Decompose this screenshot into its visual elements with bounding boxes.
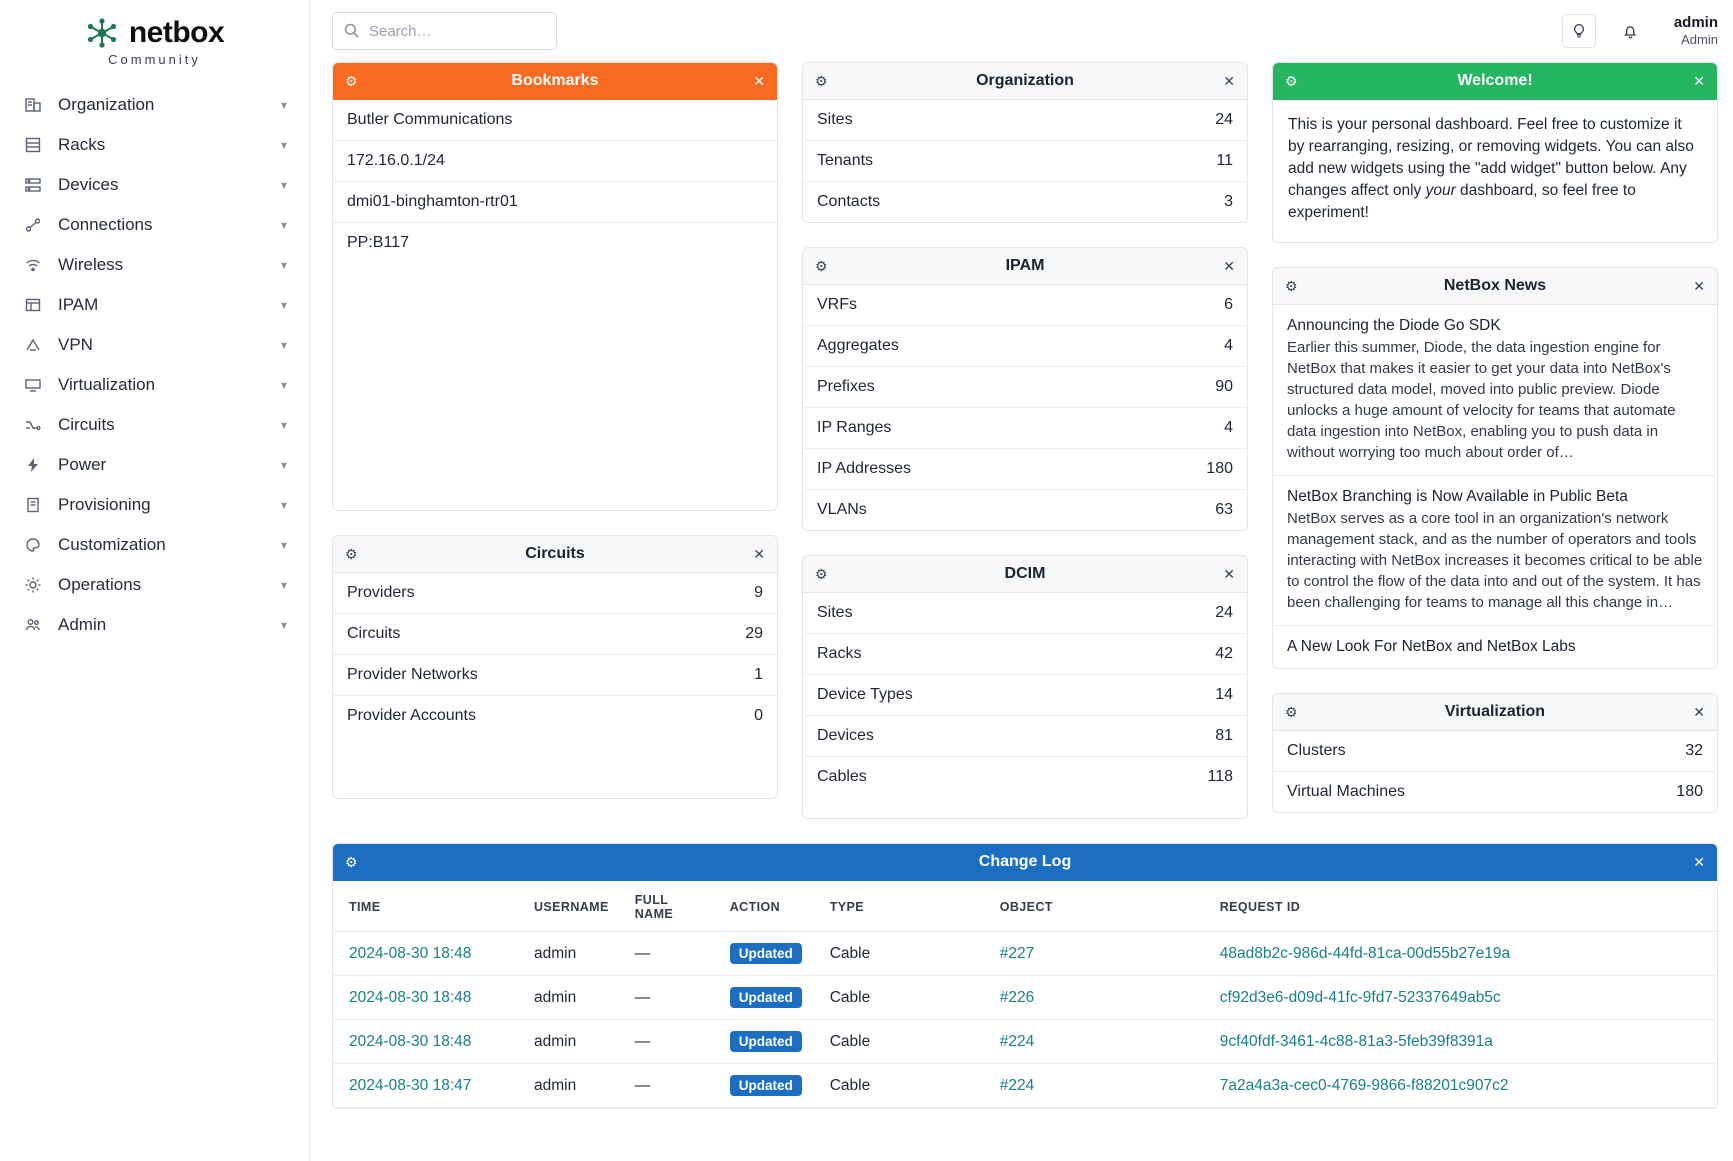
widget-header (1273, 694, 1717, 731)
stat-value: 81 (1215, 727, 1233, 744)
stat-value: 24 (1215, 111, 1233, 128)
list-item[interactable] (803, 490, 1247, 530)
widget-circuits (332, 535, 778, 799)
server-icon (22, 174, 44, 196)
sidebar-item-customization[interactable] (0, 525, 309, 565)
stat-label: Device Types (817, 686, 913, 703)
sidebar-item-operations[interactable] (0, 565, 309, 605)
stat-value: 32 (1685, 742, 1703, 759)
stat-value: 90 (1215, 378, 1233, 395)
changelog-type: Cable (814, 1020, 984, 1064)
stat-value: 42 (1215, 645, 1233, 662)
welcome-text-part2: dashboard, so feel free to experiment! (1288, 182, 1636, 221)
theme-toggle-button[interactable] (1562, 14, 1596, 48)
bookmark-label: Butler Communications (347, 111, 513, 128)
sidebar-item-label: Provisioning (58, 495, 151, 514)
chevron-down-icon: ▾ (280, 618, 287, 632)
changelog-fullname: — (619, 1064, 714, 1108)
dashboard-column-middle (802, 62, 1248, 819)
power-icon (22, 454, 44, 476)
table-header-row (333, 881, 1717, 932)
sidebar (0, 0, 310, 1161)
document-icon (22, 494, 44, 516)
changelog-object-link[interactable]: #224 (999, 1032, 1035, 1050)
list-item[interactable] (333, 614, 777, 655)
stat-label: Sites (817, 604, 853, 621)
list-item[interactable] (803, 141, 1247, 182)
widget-netbox-news (1272, 267, 1718, 669)
changelog-request-id-link[interactable]: 48ad8b2c-986d-44fd-81ca-00d55b27e19a (1219, 944, 1511, 962)
gear-icon[interactable]: ⚙ (345, 545, 358, 562)
widget-header (333, 536, 777, 573)
changelog-request-id-link[interactable]: 7a2a4a3a-cec0-4769-9866-f88201c907c2 (1219, 1076, 1509, 1094)
widget-organization (802, 62, 1248, 223)
widget-title: Welcome! (1457, 72, 1533, 89)
stat-value: 14 (1215, 686, 1233, 703)
dashboard (310, 62, 1733, 1161)
widget-body (1273, 100, 1717, 242)
bookmark-label: PP:B117 (347, 234, 409, 251)
welcome-emphasis: your (1425, 182, 1456, 199)
column-header-time[interactable]: TIME (333, 881, 518, 932)
user-role: Admin (1681, 32, 1718, 48)
changelog-object-link[interactable]: #224 (999, 1076, 1035, 1094)
changelog-type: Cable (814, 976, 984, 1020)
change-log-table (333, 881, 1717, 1108)
sidebar-item-virtualization[interactable] (0, 365, 309, 405)
stat-label: Prefixes (817, 378, 875, 395)
widget-body (333, 881, 1717, 1108)
sidebar-item-power[interactable] (0, 445, 309, 485)
sidebar-item-circuits[interactable] (0, 405, 309, 445)
list-item[interactable] (803, 675, 1247, 716)
widget-body (1273, 731, 1717, 812)
gear-icon[interactable]: ⚙ (815, 565, 828, 582)
bookmark-label: dmi01-binghamton-rtr01 (347, 193, 518, 210)
close-icon[interactable]: ✕ (753, 72, 765, 89)
bookmark-label: 172.16.0.1/24 (347, 152, 445, 169)
status-badge: Updated (730, 1031, 802, 1052)
changelog-type: Cable (814, 932, 984, 976)
widget-header (333, 844, 1717, 881)
gear-icon[interactable]: ⚙ (345, 72, 358, 89)
list-item[interactable] (333, 100, 777, 141)
close-icon[interactable]: ✕ (1693, 277, 1705, 294)
close-icon[interactable]: ✕ (1223, 565, 1235, 582)
sidebar-item-racks[interactable] (0, 125, 309, 165)
sidebar-item-label: Customization (58, 535, 166, 554)
close-icon[interactable]: ✕ (753, 545, 765, 562)
widget-header (1273, 63, 1717, 100)
widget-header (333, 63, 777, 100)
column-header-action[interactable]: ACTION (714, 881, 814, 932)
stat-label: Provider Networks (347, 666, 478, 683)
topbar (310, 0, 1733, 62)
chevron-down-icon: ▾ (280, 338, 287, 352)
list-item[interactable] (803, 408, 1247, 449)
list-item[interactable] (803, 757, 1247, 797)
stat-label: IP Addresses (817, 460, 911, 477)
table-row (333, 1020, 1717, 1064)
column-header-fullname[interactable]: FULL NAME (619, 881, 714, 932)
sidebar-item-label: Organization (58, 95, 155, 114)
stat-label: IP Ranges (817, 419, 892, 436)
widget-title: Bookmarks (511, 72, 599, 89)
widget-dcim (802, 555, 1248, 819)
chevron-down-icon: ▾ (280, 98, 287, 112)
dashboard-grid (332, 62, 1718, 819)
stat-value: 9 (754, 584, 763, 601)
search-input[interactable] (332, 12, 557, 50)
widget-header (803, 248, 1247, 285)
sidebar-item-vpn[interactable] (0, 325, 309, 365)
stat-value: 180 (1206, 460, 1233, 477)
news-summary: Earlier this summer, Diode, the data ingestion engine for NetBox that makes it easier to get your data into NetBox's structured data model, moved into public preview. Diode unlocks a huge amount of velocity for teams that automate data ingestion into NetBox, enabling you to push data in without worrying too much about order of… (1287, 339, 1676, 461)
chevron-down-icon: ▾ (280, 138, 287, 152)
stat-value: 180 (1676, 783, 1703, 800)
connection-icon (22, 214, 44, 236)
table-row (333, 932, 1717, 976)
changelog-time-link[interactable]: 2024-08-30 18:48 (349, 1032, 472, 1050)
gear-icon[interactable]: ⚙ (1285, 72, 1298, 89)
stat-value: 3 (1224, 193, 1233, 210)
widget-title: DCIM (1004, 565, 1046, 582)
chevron-down-icon: ▾ (280, 578, 287, 592)
stat-label: Racks (817, 645, 862, 662)
sidebar-item-label: VPN (58, 335, 93, 354)
list-item[interactable] (803, 100, 1247, 141)
stat-label: VRFs (817, 296, 857, 313)
chevron-down-icon: ▾ (280, 458, 287, 472)
list-item[interactable] (333, 223, 777, 263)
chevron-down-icon: ▾ (280, 218, 287, 232)
stat-label: Provider Accounts (347, 707, 476, 724)
widget-title: Change Log (978, 853, 1072, 870)
column-header-object[interactable]: OBJECT (984, 881, 1204, 932)
stat-value: 24 (1215, 604, 1233, 621)
news-title: NetBox Branching is Now Available in Public Beta (1287, 488, 1628, 505)
changelog-request-id-link[interactable]: cf92d3e6-d09d-41fc-9fd7-52337649ab5c (1219, 988, 1501, 1006)
list-item[interactable] (333, 655, 777, 696)
changelog-object-link[interactable]: #227 (999, 944, 1035, 962)
list-item[interactable] (1273, 626, 1717, 668)
widget-ipam (802, 247, 1248, 531)
user-name: admin (1673, 13, 1718, 31)
widget-body (333, 573, 777, 798)
list-item[interactable] (803, 367, 1247, 408)
netbox-logo-icon (85, 16, 119, 50)
brand-name: netbox (128, 16, 225, 49)
sidebar-item-label: Racks (58, 135, 106, 154)
widget-body (803, 285, 1247, 530)
list-item[interactable] (1273, 772, 1717, 812)
search-container (332, 12, 557, 50)
stat-value: 4 (1224, 337, 1233, 354)
stat-value: 6 (1224, 296, 1233, 313)
list-item[interactable] (803, 449, 1247, 490)
widget-body (803, 100, 1247, 222)
list-item[interactable] (1273, 731, 1717, 772)
chevron-down-icon: ▾ (280, 378, 287, 392)
widget-bookmarks (332, 62, 778, 511)
close-icon[interactable]: ✕ (1223, 257, 1235, 274)
monitor-icon (22, 374, 44, 396)
widget-title: Organization (976, 72, 1074, 89)
column-header-username[interactable]: USERNAME (518, 881, 619, 932)
user-menu[interactable] (1674, 14, 1718, 49)
chevron-down-icon: ▾ (280, 178, 287, 192)
chevron-down-icon: ▾ (280, 498, 287, 512)
sidebar-item-label: Circuits (58, 415, 115, 434)
gear-icon[interactable]: ⚙ (815, 257, 828, 274)
stat-value: 4 (1224, 419, 1233, 436)
widget-welcome (1272, 62, 1718, 243)
welcome-text-part1: This is your personal dashboard. Feel free to customize it by rearranging, resizing, or removing widgets. You can also add new widgets using the "add widget" button below. Any changes affect only (1288, 116, 1694, 199)
gear-icon[interactable]: ⚙ (815, 72, 828, 89)
stat-value: 118 (1207, 768, 1233, 785)
close-icon[interactable]: ✕ (1223, 72, 1235, 89)
changelog-time-link[interactable]: 2024-08-30 18:47 (349, 1076, 472, 1094)
list-item[interactable] (803, 182, 1247, 222)
search-icon (343, 22, 360, 44)
column-header-request-id[interactable]: REQUEST ID (1204, 881, 1717, 932)
close-icon[interactable]: ✕ (1693, 703, 1705, 720)
stat-label: Contacts (817, 193, 881, 210)
sidebar-item-label: Operations (58, 575, 142, 594)
stat-value: 63 (1215, 501, 1233, 518)
chevron-down-icon: ▾ (280, 538, 287, 552)
widget-title: Virtualization (1444, 703, 1546, 720)
changelog-object-link[interactable]: #226 (999, 988, 1035, 1006)
news-summary: NetBox serves as a core tool in an organization's network management stack, and as the number of operators and tools interacting with NetBox increases it becomes critical to be able to control the flow of the data into and out of the system. It has been challenging for teams to manage all this change in… (1287, 510, 1703, 611)
sidebar-item-admin[interactable] (0, 605, 309, 645)
notifications-icon[interactable] (1616, 16, 1646, 46)
sidebar-item-ipam[interactable] (0, 285, 309, 325)
ip-icon (22, 294, 44, 316)
changelog-time-link[interactable]: 2024-08-30 18:48 (349, 988, 472, 1006)
stat-label: Clusters (1287, 742, 1346, 759)
status-badge: Updated (730, 1075, 802, 1096)
cog-icon (22, 574, 44, 596)
widget-title: NetBox News (1443, 277, 1547, 294)
list-item[interactable] (1273, 305, 1717, 476)
widget-change-log (332, 843, 1718, 1109)
gear-icon[interactable]: ⚙ (1285, 703, 1298, 720)
sidebar-item-devices[interactable] (0, 165, 309, 205)
chevron-down-icon: ▾ (280, 298, 287, 312)
brand[interactable] (0, 4, 309, 85)
list-item[interactable] (333, 141, 777, 182)
sidebar-item-organization[interactable] (0, 85, 309, 125)
gear-icon[interactable]: ⚙ (345, 853, 358, 870)
widget-header (803, 63, 1247, 100)
news-title: A New Look For NetBox and NetBox Labs (1287, 638, 1576, 655)
list-item[interactable] (803, 716, 1247, 757)
table-row (333, 976, 1717, 1020)
status-badge: Updated (730, 987, 802, 1008)
news-title: Announcing the Diode Go SDK (1287, 317, 1501, 334)
stat-label: Sites (817, 111, 853, 128)
gear-icon[interactable]: ⚙ (1285, 277, 1298, 294)
sidebar-item-label: Wireless (58, 255, 124, 274)
changelog-time-link[interactable]: 2024-08-30 18:48 (349, 944, 472, 962)
circuit-icon (22, 414, 44, 436)
stat-label: Cables (817, 768, 867, 785)
vpn-icon (22, 334, 44, 356)
sidebar-item-label: Power (58, 455, 107, 474)
table-row (333, 1064, 1717, 1108)
stat-value: 1 (754, 666, 763, 683)
chevron-down-icon: ▾ (280, 258, 287, 272)
column-header-type[interactable]: TYPE (814, 881, 984, 932)
sidebar-item-provisioning[interactable] (0, 485, 309, 525)
widget-virtualization (1272, 693, 1718, 813)
domain-icon (22, 94, 44, 116)
widget-header (803, 556, 1247, 593)
close-icon[interactable]: ✕ (1693, 72, 1705, 89)
list-item[interactable] (333, 573, 777, 614)
palette-icon (22, 534, 44, 556)
stat-label: Devices (817, 727, 874, 744)
sidebar-item-label: IPAM (58, 295, 99, 314)
wifi-icon (22, 254, 44, 276)
list-item[interactable] (1273, 476, 1717, 626)
list-item[interactable] (803, 634, 1247, 675)
list-item[interactable] (803, 285, 1247, 326)
stat-label: Virtual Machines (1287, 783, 1405, 800)
widget-header (1273, 268, 1717, 305)
changelog-type: Cable (814, 1064, 984, 1108)
changelog-username: admin (518, 932, 619, 976)
dashboard-column-right (1272, 62, 1718, 813)
stat-label: Tenants (817, 152, 874, 169)
stat-label: Aggregates (817, 337, 899, 354)
stat-label: Circuits (347, 625, 401, 642)
stat-value: 11 (1216, 152, 1233, 169)
chevron-down-icon: ▾ (280, 418, 287, 432)
stat-label: VLANs (817, 501, 867, 518)
widget-body (803, 593, 1247, 818)
widget-title: IPAM (1005, 257, 1045, 274)
sidebar-item-label: Connections (58, 215, 153, 234)
widget-title: Circuits (525, 545, 585, 562)
dashboard-column-left (332, 62, 778, 799)
list-item[interactable] (803, 326, 1247, 367)
changelog-fullname: — (619, 932, 714, 976)
sidebar-item-label: Virtualization (58, 375, 156, 394)
changelog-fullname: — (619, 1020, 714, 1064)
main-area (310, 0, 1733, 1161)
list-item[interactable] (333, 696, 777, 736)
changelog-request-id-link[interactable]: 9cf40fdf-3461-4c88-81a3-5feb39f8391a (1219, 1032, 1493, 1050)
widget-body (333, 100, 777, 510)
stat-value: 29 (745, 625, 763, 642)
changelog-username: admin (518, 1020, 619, 1064)
stat-label: Providers (347, 584, 415, 601)
changelog-fullname: — (619, 976, 714, 1020)
sidebar-item-wireless[interactable] (0, 245, 309, 285)
changelog-username: admin (518, 976, 619, 1020)
brand-subtitle: Community (108, 52, 201, 67)
rack-icon (22, 134, 44, 156)
list-item[interactable] (803, 593, 1247, 634)
sidebar-nav (0, 85, 309, 645)
sidebar-item-connections[interactable] (0, 205, 309, 245)
stat-value: 0 (754, 707, 763, 724)
sidebar-item-label: Admin (58, 615, 107, 634)
sidebar-item-label: Devices (58, 175, 119, 194)
changelog-username: admin (518, 1064, 619, 1108)
status-badge: Updated (730, 943, 802, 964)
users-icon (22, 614, 44, 636)
list-item[interactable] (333, 182, 777, 223)
widget-body (1273, 305, 1717, 668)
close-icon[interactable]: ✕ (1693, 853, 1705, 870)
